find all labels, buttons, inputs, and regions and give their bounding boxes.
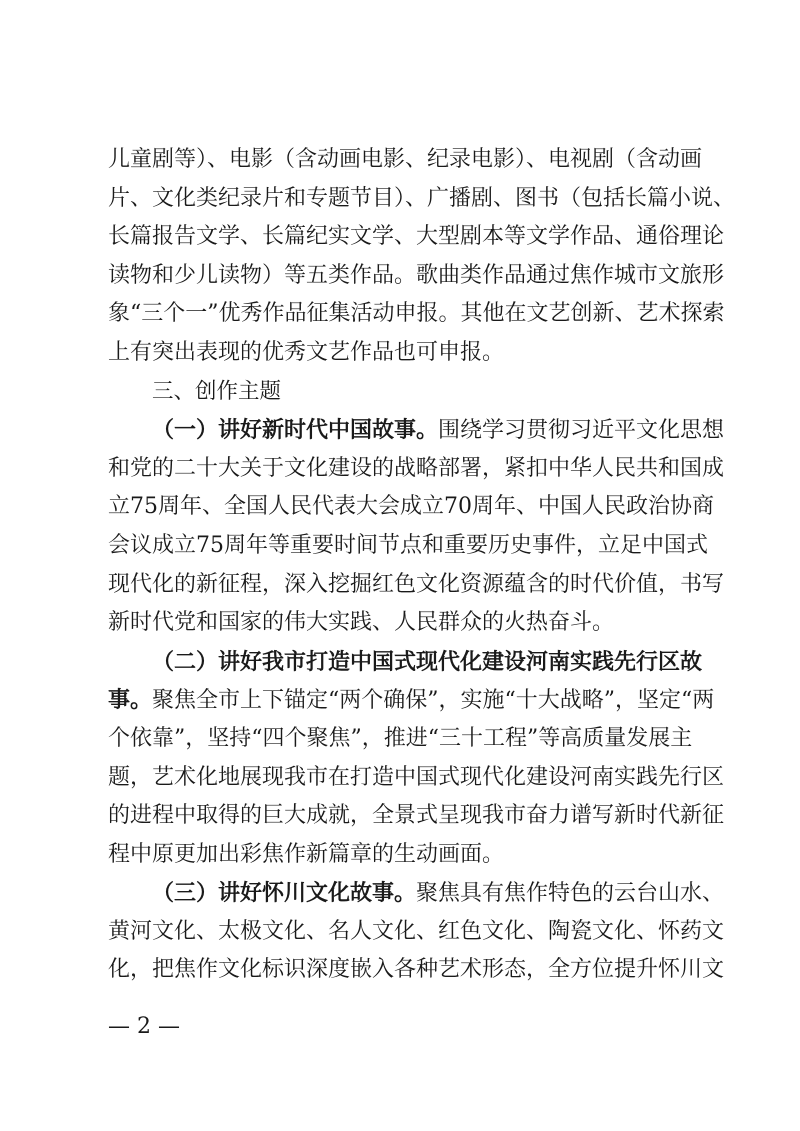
text-line: 题，艺术化地展现我市在打造中国式现代化建设河南实践先行区: [108, 764, 725, 790]
item-2-second-line: [108, 681, 715, 720]
text-line: 化，把焦作文化标识深度嵌入各种艺术形态，全方位提升怀川文: [108, 957, 725, 983]
item-2-title-end: 事。: [108, 687, 153, 714]
text-line: 上有突出表现的优秀文艺作品也可申报。: [108, 339, 505, 365]
item-3-first-line: [108, 874, 725, 913]
page-number: — 2 —: [108, 1014, 180, 1039]
item-1-text: 围绕学习贯彻习近平文化思想: [438, 418, 725, 444]
text-line: 象“三个一”优秀作品征集活动申报。其他在文艺创新、艺术探索: [108, 301, 725, 327]
item-3-title: （三）讲好怀川文化故事。: [152, 880, 417, 907]
item-1-title: （一）讲好新时代中国故事。: [152, 417, 439, 444]
item-2-text: 聚焦全市上下锚定“两个确保”，实施“十大战略”，坚定“两: [152, 688, 715, 714]
text-line: 读物和少儿读物）等五类作品。歌曲类作品通过焦作城市文旅形: [108, 262, 725, 288]
body-text: [108, 141, 736, 990]
text-line: 儿童剧等）、电影（含动画电影、纪录电影）、电视剧（含动画: [108, 147, 703, 172]
text-line: 个依靠”，坚持“四个聚焦”，推进“三十工程”等高质量发展主: [108, 725, 693, 751]
text-line: 现代化的新征程，深入挖掘红色文化资源蕴含的时代价值，书写: [108, 571, 725, 597]
text-line: 程中原更加出彩焦作新篇章的生动画面。: [108, 841, 505, 867]
item-2-title: （二）讲好我市打造中国式现代化建设河南实践先行区故: [152, 648, 703, 675]
text-line: 立75周年、全国人民代表大会成立70周年、中国人民政治协商: [108, 494, 714, 520]
item-3-text: 聚焦具有焦作特色的云台山水、: [416, 881, 725, 907]
text-line: 和党的二十大关于文化建设的战略部署，紧扣中华人民共和国成: [108, 455, 725, 481]
text-line: 黄河文化、太极文化、名人文化、红色文化、陶瓷文化、怀药文: [108, 918, 725, 944]
item-1-first-line: [108, 411, 725, 450]
text-line: 新时代党和国家的伟大实践、人民群众的火热奋斗。: [108, 610, 615, 636]
text-line: 长篇报告文学、长篇纪实文学、大型剧本等文学作品、通俗理论: [108, 224, 725, 250]
text-line: 的进程中取得的巨大成就，全景式呈现我市奋力谱写新时代新征: [108, 803, 725, 829]
section-heading: 三、创作主题: [152, 378, 282, 404]
text-line: 片、文化类纪录片和专题节目）、广播剧、图书（包括长篇小说、: [108, 185, 736, 211]
text-line: 会议成立75周年等重要时间节点和重要历史事件，立足中国式: [108, 532, 708, 558]
